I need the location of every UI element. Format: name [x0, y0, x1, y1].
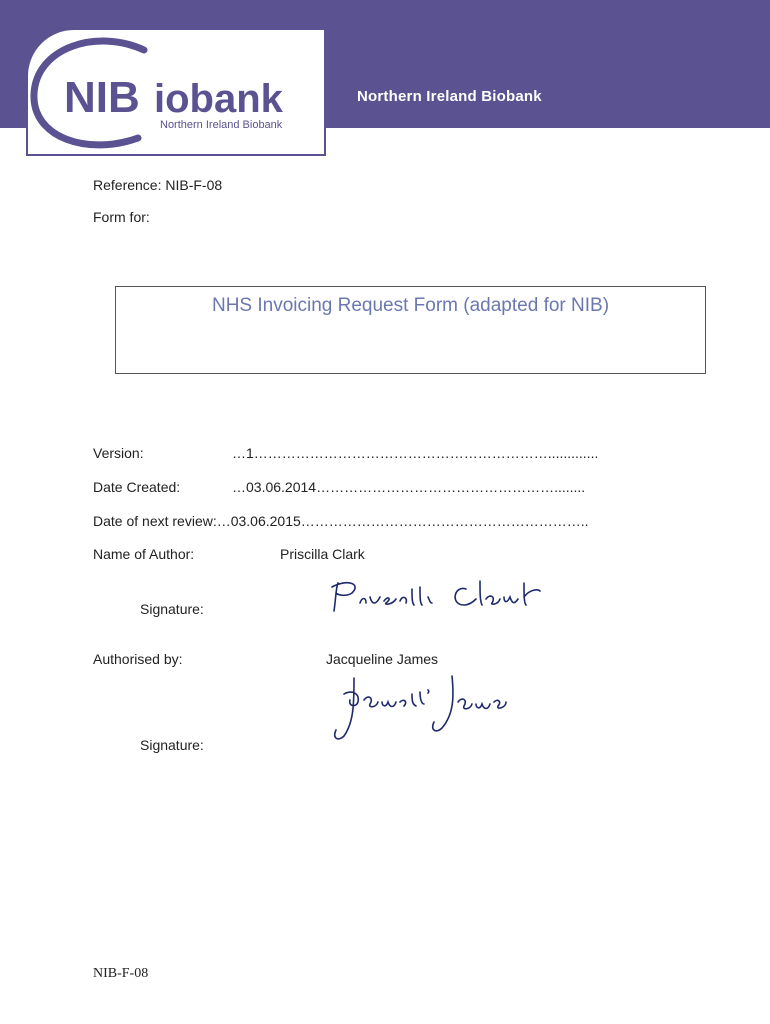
logo-wordmark-nib: NIB — [64, 73, 140, 122]
signature-label-authoriser: Signature: — [140, 737, 204, 753]
author-signature — [326, 575, 546, 620]
logo-wordmark-rest: iobank — [154, 77, 283, 121]
nibiobank-logo — [26, 28, 326, 156]
form-title-box — [115, 286, 706, 374]
next-review-line: Date of next review:…03.06.2015…………………………………………………….. — [93, 513, 589, 529]
author-value: Priscilla Clark — [280, 546, 365, 562]
signature-label-author: Signature: — [140, 601, 204, 617]
form-title: NHS Invoicing Request Form (adapted for NIB) — [211, 295, 610, 316]
authorised-by-label: Authorised by: — [93, 651, 183, 667]
author-label: Name of Author: — [93, 546, 195, 562]
version-value: …1………………………………………………………............. — [232, 445, 599, 461]
date-created-label: Date Created: — [93, 479, 181, 495]
form-for-label: Form for: — [93, 209, 150, 225]
authorised-by-value: Jacqueline James — [326, 651, 439, 667]
logo-tagline: Northern Ireland Biobank — [160, 119, 283, 131]
authoriser-signature — [330, 672, 510, 747]
reference-line: Reference: NIB-F-08 — [93, 177, 223, 193]
header-title: Northern Ireland Biobank — [357, 88, 542, 105]
footer-reference: NIB-F-08 — [93, 966, 149, 981]
version-label: Version: — [93, 445, 144, 461]
date-created-value: …03.06.2014……………………………………………........ — [232, 479, 586, 495]
